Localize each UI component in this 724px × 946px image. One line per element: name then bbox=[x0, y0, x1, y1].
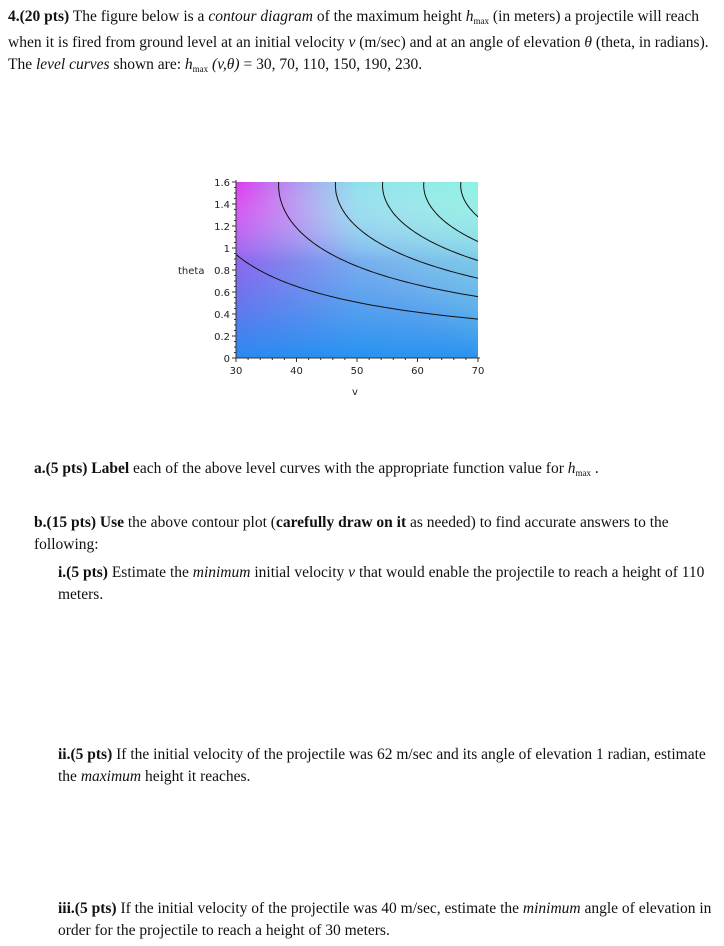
x-tick-label: 70 bbox=[471, 366, 485, 377]
y-tick-label: 1 bbox=[223, 244, 230, 255]
part-i-emphasis: minimum bbox=[192, 564, 251, 581]
part-ii-text: If the initial velocity of the projectile was 62 m/sec and its angle of elevation 1 radian, estimate the bbox=[58, 746, 706, 785]
x-tick-label: 50 bbox=[350, 366, 364, 377]
part-a-label: a.(5 pts) Label bbox=[34, 460, 130, 477]
problem-text: shown are: bbox=[109, 56, 185, 73]
x-tick-label: 60 bbox=[411, 366, 424, 377]
y-tick-label: 0.4 bbox=[214, 310, 230, 321]
part-ii-label: ii.(5 pts) bbox=[58, 746, 113, 763]
part-i-label: i.(5 pts) bbox=[58, 564, 108, 581]
problem-text: (m/sec) and at an angle of elevation bbox=[355, 34, 585, 51]
theta-symbol: θ bbox=[584, 34, 592, 51]
function-args: (v,θ) bbox=[208, 56, 244, 73]
problem-text: (in meters) a projectile will reach when it is fired from ground level at an initial velocity bbox=[8, 8, 700, 51]
x-tick-label: 30 bbox=[229, 366, 243, 377]
part-a bbox=[34, 458, 718, 484]
y-tick-label: 1.4 bbox=[214, 200, 230, 211]
y-tick-label: 1.6 bbox=[214, 178, 230, 189]
part-iii-text: angle of elevation in order for the projectile to reach a height of 30 meters. bbox=[58, 900, 712, 939]
y-tick-label: 0.6 bbox=[214, 288, 230, 299]
part-i bbox=[58, 562, 718, 606]
y-tick-label: 0.2 bbox=[214, 332, 230, 343]
part-iii bbox=[58, 898, 718, 942]
h-max-symbol: $h_{max}$ bbox=[567, 460, 591, 478]
problem-text: The figure below is a bbox=[69, 8, 209, 25]
part-b-emphasis: carefully draw on it bbox=[275, 514, 407, 531]
y-axis-label: theta bbox=[178, 266, 205, 277]
term-level-curves: level curves bbox=[35, 56, 110, 73]
part-b-text: as needed) to find accurate answers to the following: bbox=[34, 514, 669, 553]
part-ii-text: height it reaches. bbox=[141, 768, 251, 785]
y-tick-label: 0 bbox=[223, 354, 230, 365]
part-iii-label: iii.(5 pts) bbox=[58, 900, 117, 917]
part-i-text: initial velocity bbox=[250, 564, 349, 581]
x-tick-label: 40 bbox=[290, 366, 303, 377]
problem-points: (20 pts) bbox=[19, 8, 70, 25]
part-ii-emphasis: maximum bbox=[80, 768, 142, 785]
contour-plot[interactable] bbox=[170, 170, 500, 400]
level-values: = 30, 70, 110, 150, 190, 230. bbox=[243, 56, 423, 73]
part-i-text: that would enable the projectile to reach a height of 110 meters. bbox=[58, 564, 705, 603]
part-ii bbox=[58, 744, 718, 788]
problem-number: 4. bbox=[8, 8, 20, 25]
x-axis-label: v bbox=[352, 387, 358, 398]
v-symbol: v bbox=[348, 564, 356, 581]
problem-text: of the maximum height bbox=[312, 8, 466, 25]
part-i-text: Estimate the bbox=[107, 564, 193, 581]
h-max-symbol: $h_{max}$ bbox=[184, 56, 209, 74]
plot-shading-right bbox=[236, 182, 478, 358]
y-tick-label: 0.8 bbox=[214, 266, 230, 277]
part-b-label: b.(15 pts) Use bbox=[34, 514, 124, 531]
part-iii-text: If the initial velocity of the projectile was 40 m/sec, estimate the bbox=[116, 900, 523, 917]
term-contour-diagram: contour diagram bbox=[208, 8, 313, 25]
part-b-text: the above contour plot ( bbox=[124, 514, 276, 531]
part-a-end: . bbox=[590, 460, 599, 477]
x-ticks bbox=[230, 358, 485, 377]
y-tick-label: 1.2 bbox=[214, 222, 230, 233]
problem-statement bbox=[8, 6, 720, 80]
y-ticks bbox=[214, 178, 236, 365]
part-a-text: each of the above level curves with the appropriate function value for bbox=[129, 460, 568, 477]
v-symbol: v bbox=[348, 34, 356, 51]
problem-text: (theta, in radians). The bbox=[8, 34, 709, 73]
part-iii-emphasis: minimum bbox=[522, 900, 581, 917]
part-b bbox=[34, 512, 718, 556]
h-max-symbol: $h_{max}$ bbox=[465, 8, 490, 26]
